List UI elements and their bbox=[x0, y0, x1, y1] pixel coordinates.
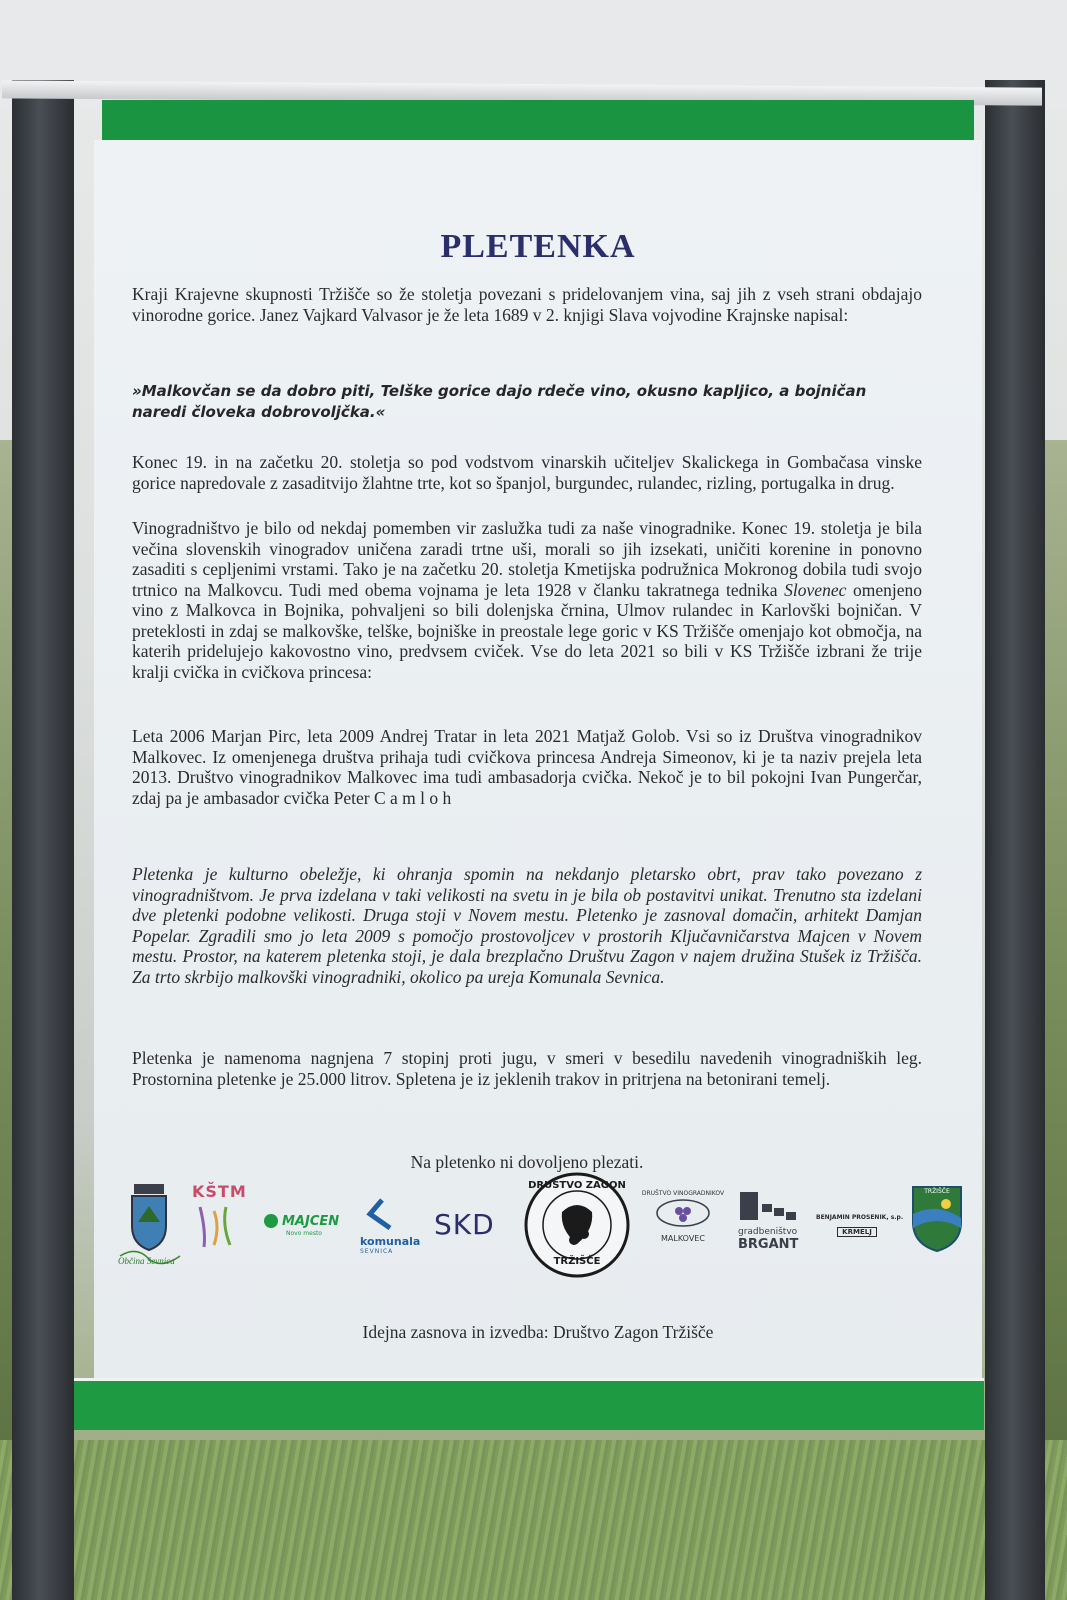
green-band-bottom bbox=[74, 1378, 984, 1430]
sign-title: PLETENKA bbox=[440, 228, 636, 265]
sponsor-logos bbox=[114, 1170, 964, 1290]
majcen-label: MAJCEN bbox=[282, 1213, 340, 1229]
majcen-logo bbox=[264, 1212, 356, 1242]
kstm-label: KŠTM bbox=[192, 1182, 247, 1201]
drustvo-zagon-seal bbox=[522, 1170, 632, 1280]
history-paragraph-1: Konec 19. in na začetku 20. stoletja so pod vodstvom vinarskih učiteljev Skalickega in Gombačasa vinske gorice napredovale z zasaditvijo žlahtne trte, kot so španjol, burgundec, rulandec, rizling, portugalka in drug. bbox=[132, 452, 922, 493]
climbing-warning: Na pletenko ni dovoljeno plezati. bbox=[410, 1152, 644, 1172]
green-band-top bbox=[102, 100, 974, 140]
text-panel bbox=[94, 140, 982, 1378]
history-paragraph-3 bbox=[132, 726, 922, 808]
vinogradniki-top-text: DRUŠTVO VINOGRADNIKOV bbox=[641, 1190, 725, 1197]
pletenka-paragraph: Pletenka je kulturno obeležje, ki ohranja spomin na nekdanjo pletarsko obrt, prav tako povezano z vinogradništvom. Je prva izdelana v taki velikosti na svetu in je bila ob postavitvi unikat. Trenutno sta izdelani dve pletenki podobne velikosti. Druga stoji v Novem mestu. Pletenko je zasnoval domačin, arhitekt Damjan Popelar. Zgradili smo jo leta 2009 s pomočjo prostovoljcev v prostorih Ključavničarstva Majcen v Novem mestu. Prostor, na katerem pletenka stoji, je dala brezplačno Društvu Zagon v najem družina Stušek iz Tržišča. Za trto skrbijo malkovški vinogradniki, okolico pa ureja Komunala Sevnica. bbox=[132, 864, 922, 987]
history-paragraph-2 bbox=[132, 518, 922, 682]
trzisce-crest-label: TRŽIŠČE bbox=[924, 1188, 950, 1195]
brgant-bricks-icon bbox=[738, 1190, 802, 1222]
prosenik-label: BENJAMIN PROSENIK, s.p. bbox=[816, 1214, 904, 1221]
cvicek-royalty-text: Leta 2006 Marjan Pirc, leta 2009 Andrej Tratar in leta 2021 Matjaž Golob. Vsi so iz Društva vinogradnikov Malkovec. Iz omenjenega društva prihaja tudi cvičkova princesa Andreja Simeonov, ki je ta naziv prejela leta 2013. Društvo vinogradnikov Malkovec ima tudi ambasadorja cvička. Nekoč je to bil pokojni Ivan Pungerčar, zdaj pa je ambasador cvička Peter bbox=[132, 726, 922, 808]
majcen-mark-icon bbox=[264, 1214, 278, 1228]
obcina-sevnica-logo bbox=[114, 1182, 184, 1272]
info-board bbox=[72, 100, 987, 1460]
credits-line: Idejna zasnova in izvedba: Društvo Zagon Tržišče bbox=[362, 1322, 714, 1342]
brgant-label: BRGANT bbox=[738, 1237, 799, 1252]
prosenik-sublabel: KRMELJ bbox=[837, 1227, 877, 1237]
ambassador-name: C a m l o h bbox=[373, 787, 452, 808]
facts-paragraph: Pletenka je namenoma nagnjena 7 stopinj proti jugu, v smeri v besedilu navedenih vinogradniških leg. Prostornina pletenke je 25.000 litrov. Spletena je iz jeklenih trakov in pritrjena na betonirani temelj. bbox=[132, 1048, 922, 1089]
vinogradniki-malkovec-logo bbox=[638, 1190, 728, 1260]
history-text-after: omenjeno vino z Malkovca in Bojnika, pohvaljeni so bili dolenjska črnina, Ulmov rulandec in Karlovški bojničan. V preteklosti in zdaj se malkovške, telške, bojniške in preostale lege goric v KS Tržišče omenjajo kot območja, na katerih pridelujejo kakovostno vino, predvsem cviček. Vse do leta 2021 so bili v KS Tržišče izbrani že trije kralji cvička in cvičkova princesa: bbox=[132, 579, 923, 682]
intro-paragraph: Kraji Krajevne skupnosti Tržišče so že stoletja povezani s pridelovanjem vina, saj jih z vseh strani obdajajo vinorodne gorice. Janez Vajkard Valvasor je že leta 1689 v 2. knjigi Slava vojvodine Krajnske napisal: bbox=[132, 284, 922, 325]
majcen-sublabel: Novo mesto bbox=[286, 1230, 322, 1237]
vinogradniki-bottom-text: MALKOVEC bbox=[661, 1234, 705, 1243]
zagon-seal-bottom-text: TRŽIŠČE bbox=[553, 1256, 601, 1267]
komunala-label: komunala bbox=[360, 1235, 421, 1248]
grape-icon bbox=[653, 1197, 713, 1229]
komunala-chevron-icon bbox=[360, 1198, 420, 1230]
obcina-sevnica-label: Občina Sevnica bbox=[118, 1256, 175, 1266]
brgant-top-text: gradbeništvo bbox=[738, 1227, 798, 1237]
history-text-before: Vinogradništvo je bilo od nekdaj pomemben vir zaslužka tudi za naše vinogradnike. Konec 19. stoletja je bila večina slovenskih vinogradov uničena zaradi trtne uši, morali so jih izsekati, uničiti korenine in ponovno zasaditi s cepljenimi vrstami. Tako je na začetku 20. stoletja Kmetijska podružnica Mokronog dobila tudi svojo trtnico na Malkovcu. Tudi med obema vojnama je leta 1928 v članku takratnega tednika bbox=[132, 518, 922, 600]
valvasor-quote: »Malkovčan se da dobro piti, Telške gorice dajo rdeče vino, okusno kapljico, a bojničan naredi človeka dobrovoljčka.« bbox=[132, 382, 867, 421]
grass bbox=[0, 1440, 1067, 1600]
sign-post-right bbox=[985, 80, 1045, 1600]
skd-logo: SKD bbox=[434, 1208, 495, 1241]
komunala-logo bbox=[360, 1198, 430, 1258]
prosenik-logo bbox=[816, 1214, 904, 1244]
kstm-logo bbox=[192, 1182, 252, 1262]
komunala-sublabel: SEVNICA bbox=[360, 1248, 394, 1255]
sign-post-left bbox=[12, 80, 74, 1600]
newspaper-name: Slovenec bbox=[784, 579, 847, 600]
brgant-logo bbox=[738, 1190, 810, 1260]
trzisce-crest bbox=[910, 1184, 964, 1254]
zagon-seal-top-text: DRUŠTVO ZAGON bbox=[528, 1180, 626, 1191]
